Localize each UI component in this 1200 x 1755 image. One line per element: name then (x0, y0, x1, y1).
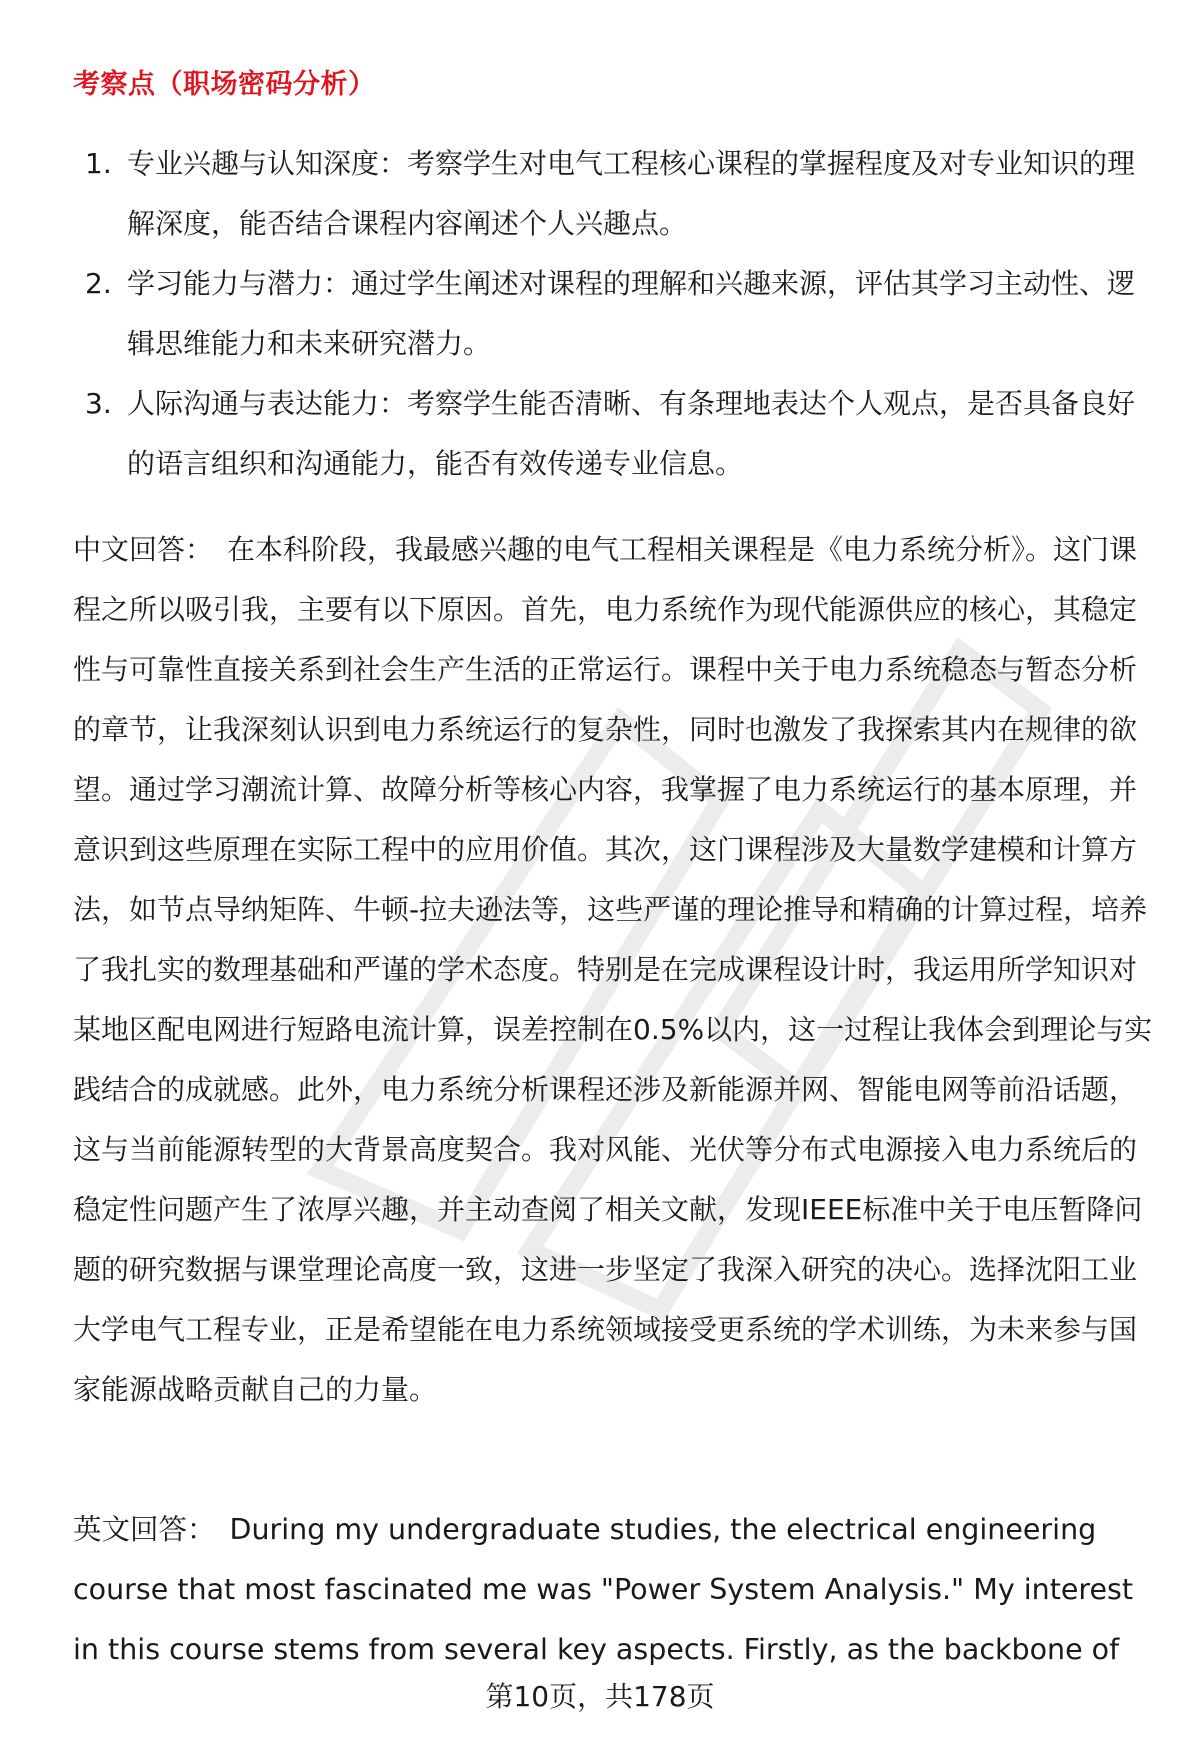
list-item-text: 学习能力与潜力：通过学生阐述对课程的理解和兴趣来源，评估其学习主动性、逻辑思维能力和未来研究潜力。 (127, 267, 1136, 360)
list-item-number: 3. (85, 387, 112, 420)
list-item-text: 人际沟通与表达能力：考察学生能否清晰、有条理地表达个人观点，是否具备良好的语言组织和沟通能力，能否有效传递专业信息。 (127, 387, 1136, 480)
chinese-answer-text: 在本科阶段，我最感兴趣的电气工程相关课程是《电力系统分析》。这门课程之所以吸引我，主要有以下原因。首先，电力系统作为现代能源供应的核心，其稳定性与可靠性直接关系到社会生产生活的正常运行。课程中关于电力系统稳态与暂态分析的章节，让我深刻认识到电力系统运行的复杂性，同时也激发了我探索其内在规律的欲望。通过学习潮流计算、故障分析等核心内容，我掌握了电力系统运行的基本原理，并意识到这些原理在实际工程中的应用价值。其次，这门课程涉及大量数学建模和计算方法，如节点导纳矩阵、牛顿-拉夫逊法等，这些严谨的理论推导和精确的计算过程，培养了我扎实的数理基础和严谨的学术态度。特别是在完成课程设计时，我运用所学知识对某地区配电网进行短路电流计算，误差控制在0.5%以内，这一过程让我体会到理论与实践结合的成就感。此外，电力系统分析课程还涉及新能源并网、智能电网等前沿话题，这与当前能源转型的大背景高度契合。我对风能、光伏等分布式电源接入电力系统后的稳定性问题产生了浓厚兴趣，并主动查阅了相关文献，发现IEEE标准中关于电压暂降问题的研究数据与课堂理论高度一致，这进一步坚定了我深入研究的决心。选择沈阳工业大学电气工程专业，正是希望能在电力系统领域接受更系统的学术训练，为未来参与国家能源战略贡献自己的力量。 (73, 533, 1153, 1406)
chinese-answer-paragraph (73, 520, 1158, 1420)
section-title: 考察点（职场密码分析） (73, 69, 376, 100)
english-answer-paragraph (73, 1500, 1158, 1680)
list-item (73, 374, 1153, 494)
english-answer-text: During my undergraduate studies, the electrical engineering course that most fascinated me was "Power System Analysis." My interest in this course stems from several key aspects. Firstly, as the backbone of (73, 1513, 1134, 1666)
assessment-points-list (73, 134, 1153, 494)
list-item-number: 2. (85, 267, 112, 300)
chinese-answer-label: 中文回答： (73, 533, 214, 566)
list-item-text: 专业兴趣与认知深度：考察学生对电气工程核心课程的掌握程度及对专业知识的理解深度，能否结合课程内容阐述个人兴趣点。 (127, 147, 1136, 240)
list-item (73, 254, 1153, 374)
page-number-footer: 第10页，共178页 (485, 1680, 715, 1713)
english-answer-label: 英文回答： (73, 1513, 216, 1546)
list-item (73, 134, 1153, 254)
list-item-number: 1. (85, 147, 112, 180)
